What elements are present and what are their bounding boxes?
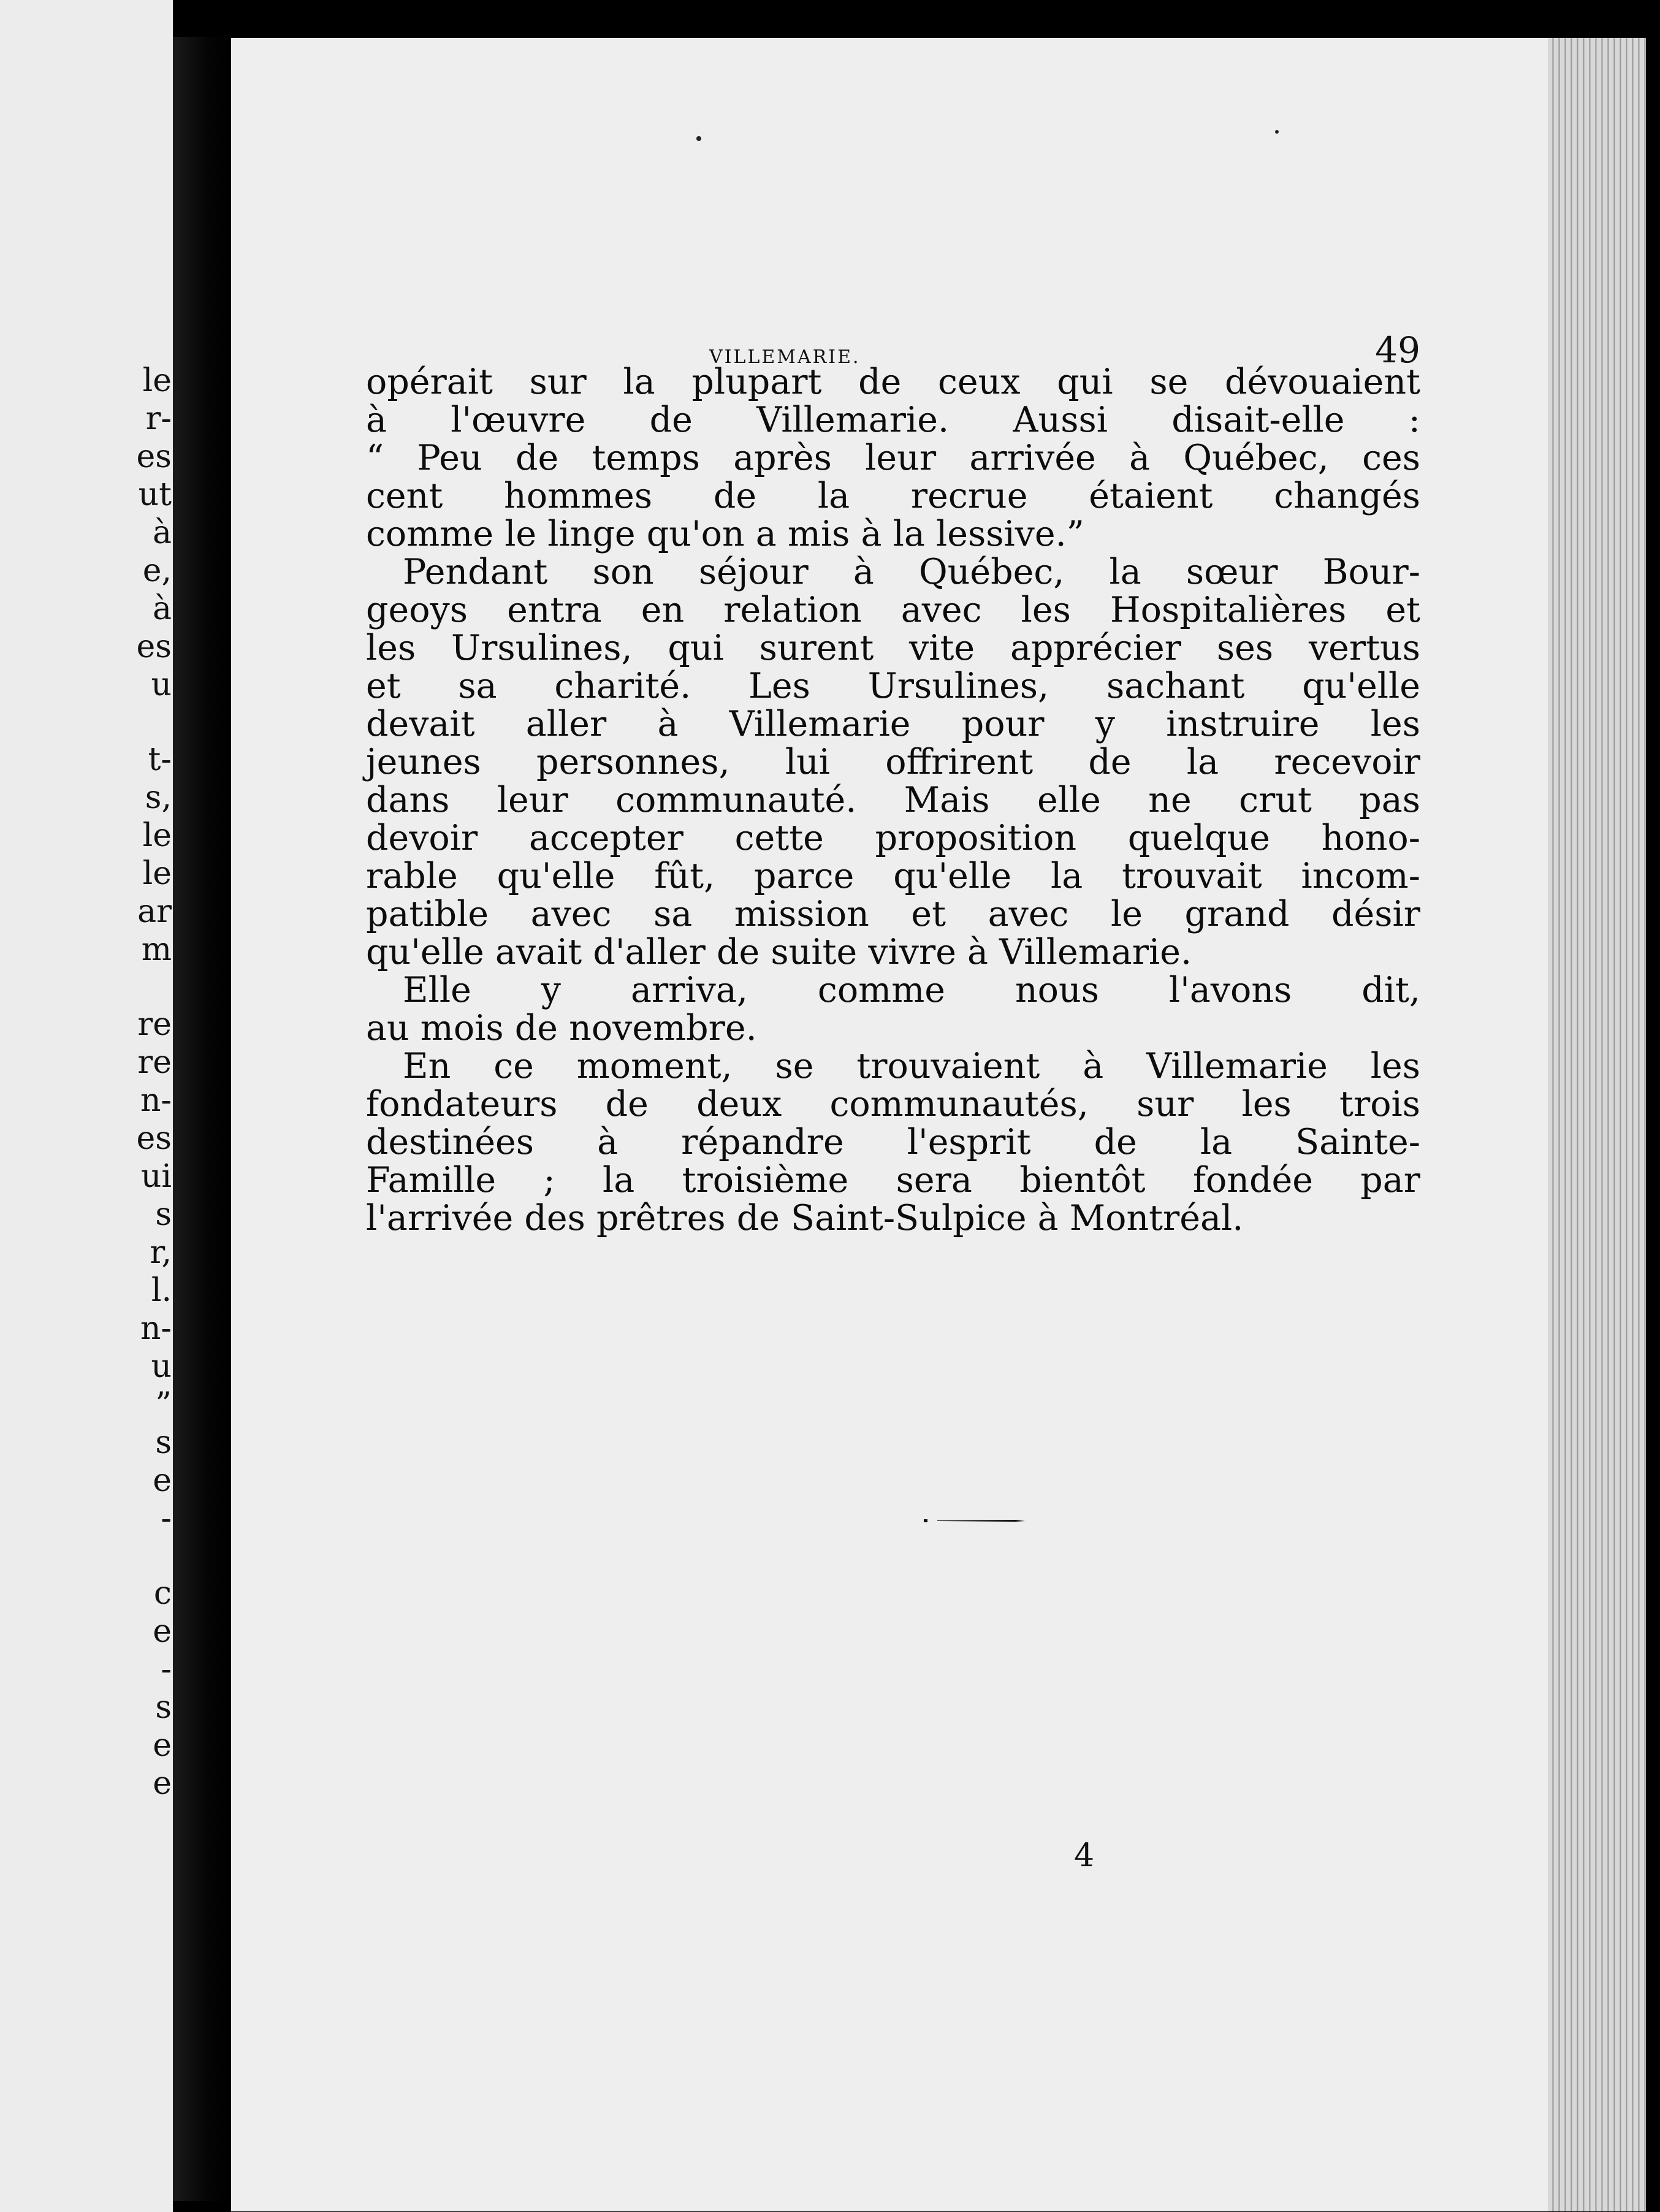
text-line: Elle y arriva, comme nous l'avons dit, [403,970,1420,1010]
specks [1275,130,1279,134]
left-page-fragment: n- [140,1310,172,1347]
left-facing-page [0,0,173,2212]
text-line: devait aller à Villemarie pour y instruire les [366,704,1420,744]
specks [696,136,701,141]
text-line: comme le linge qu'on a mis à la lessive.” [366,514,1084,554]
text-line: opérait sur la plupart de ceux qui se dévouaient [366,362,1420,402]
page-edges [1548,38,1646,2211]
text-line: fondateurs de deux communautés, sur les trois [366,1084,1420,1124]
left-page-fragment: à [152,514,172,551]
text-line: devoir accepter cette proposition quelque hono- [366,818,1420,858]
paragraph [366,553,1420,971]
left-page-fragment: r, [150,1234,172,1271]
left-page-fragment: ar [137,893,172,930]
text-line: à l'œuvre de Villemarie. Aussi disait-elle : [366,400,1420,440]
left-page-fragment: es [136,1120,172,1157]
left-page-fragment: à [152,590,172,627]
text-line: En ce moment, se trouvaient à Villemarie les [403,1046,1420,1086]
text-line: Famille ; la troisième sera bientôt fondée par [366,1160,1420,1200]
left-page-fragment: ” [155,1386,172,1423]
book-gutter [173,37,231,2201]
left-page-fragment: re [137,1044,172,1081]
left-page-fragment: ut [138,476,172,513]
text-line: geoys entra en relation avec les Hospitalières et [366,590,1420,630]
text-line: jeunes personnes, lui offrirent de la recevoir [366,742,1420,782]
left-page-fragment: es [136,628,172,665]
left-page-fragment: e [153,1765,172,1802]
section-end-ornament [924,1517,1028,1524]
text-line: Pendant son séjour à Québec, la sœur Bour- [403,552,1420,592]
text-line: rable qu'elle fût, parce qu'elle la trouvait incom- [366,856,1420,896]
left-page-fragment: s [155,1689,172,1726]
left-page-fragment: ui [140,1158,172,1195]
page-header [709,305,1420,371]
left-page-fragment: le [142,362,172,399]
running-head: VILLEMARIE. [709,346,861,368]
left-page-fragment: s [155,1424,172,1461]
text-line: dans leur communauté. Mais elle ne crut pas [366,780,1420,820]
text-line: patible avec sa mission et avec le grand désir [366,894,1420,934]
paragraph [366,1047,1420,1237]
left-page-fragment: e [153,1462,172,1499]
left-page-fragment: n- [140,1082,172,1119]
left-page-fragment: s, [145,779,172,816]
left-page-fragment: t- [148,741,172,778]
left-page-fragment: u [151,666,172,703]
left-page-fragment: m [141,931,172,968]
text-line: qu'elle avait d'aller de suite vivre à Villemarie. [366,932,1192,972]
left-page-fragment: es [136,438,172,475]
left-page-fragment: c [153,1575,172,1612]
paragraph [366,363,1420,553]
signature-mark: 4 [1074,1837,1095,1874]
paragraph [366,971,1420,1047]
body-text [366,363,1420,1237]
left-page-fragment: - [161,1651,172,1688]
text-line: destinées à répandre l'esprit de la Sainte- [366,1122,1420,1162]
text-line: l'arrivée des prêtres de Saint-Sulpice à Montréal. [366,1198,1244,1238]
text-line: “ Peu de temps après leur arrivée à Québec, ces [366,438,1420,478]
text-line: et sa charité. Les Ursulines, sachant qu'elle [366,666,1420,706]
left-page-fragment: e [153,1727,172,1764]
left-page-fragment: u [151,1348,172,1385]
page-number: 49 [1375,329,1420,371]
text-line: les Ursulines, qui surent vite apprécier ses vertus [366,628,1420,668]
left-page-fragment: le [142,817,172,854]
left-page-fragment: s [155,1196,172,1233]
left-page-fragment: e, [142,552,172,589]
left-page-fragment: r- [145,400,172,437]
left-page-text-fragments [98,362,172,2189]
left-page-fragment: l. [151,1272,172,1309]
text-line: cent hommes de la recrue étaient changés [366,476,1420,516]
left-page-fragment: e [153,1613,172,1650]
text-line: au mois de novembre. [366,1008,757,1048]
book-page [231,38,1548,2211]
left-page-fragment: le [142,855,172,892]
left-page-fragment: re [137,1006,172,1043]
left-page-fragment: - [161,1500,172,1537]
